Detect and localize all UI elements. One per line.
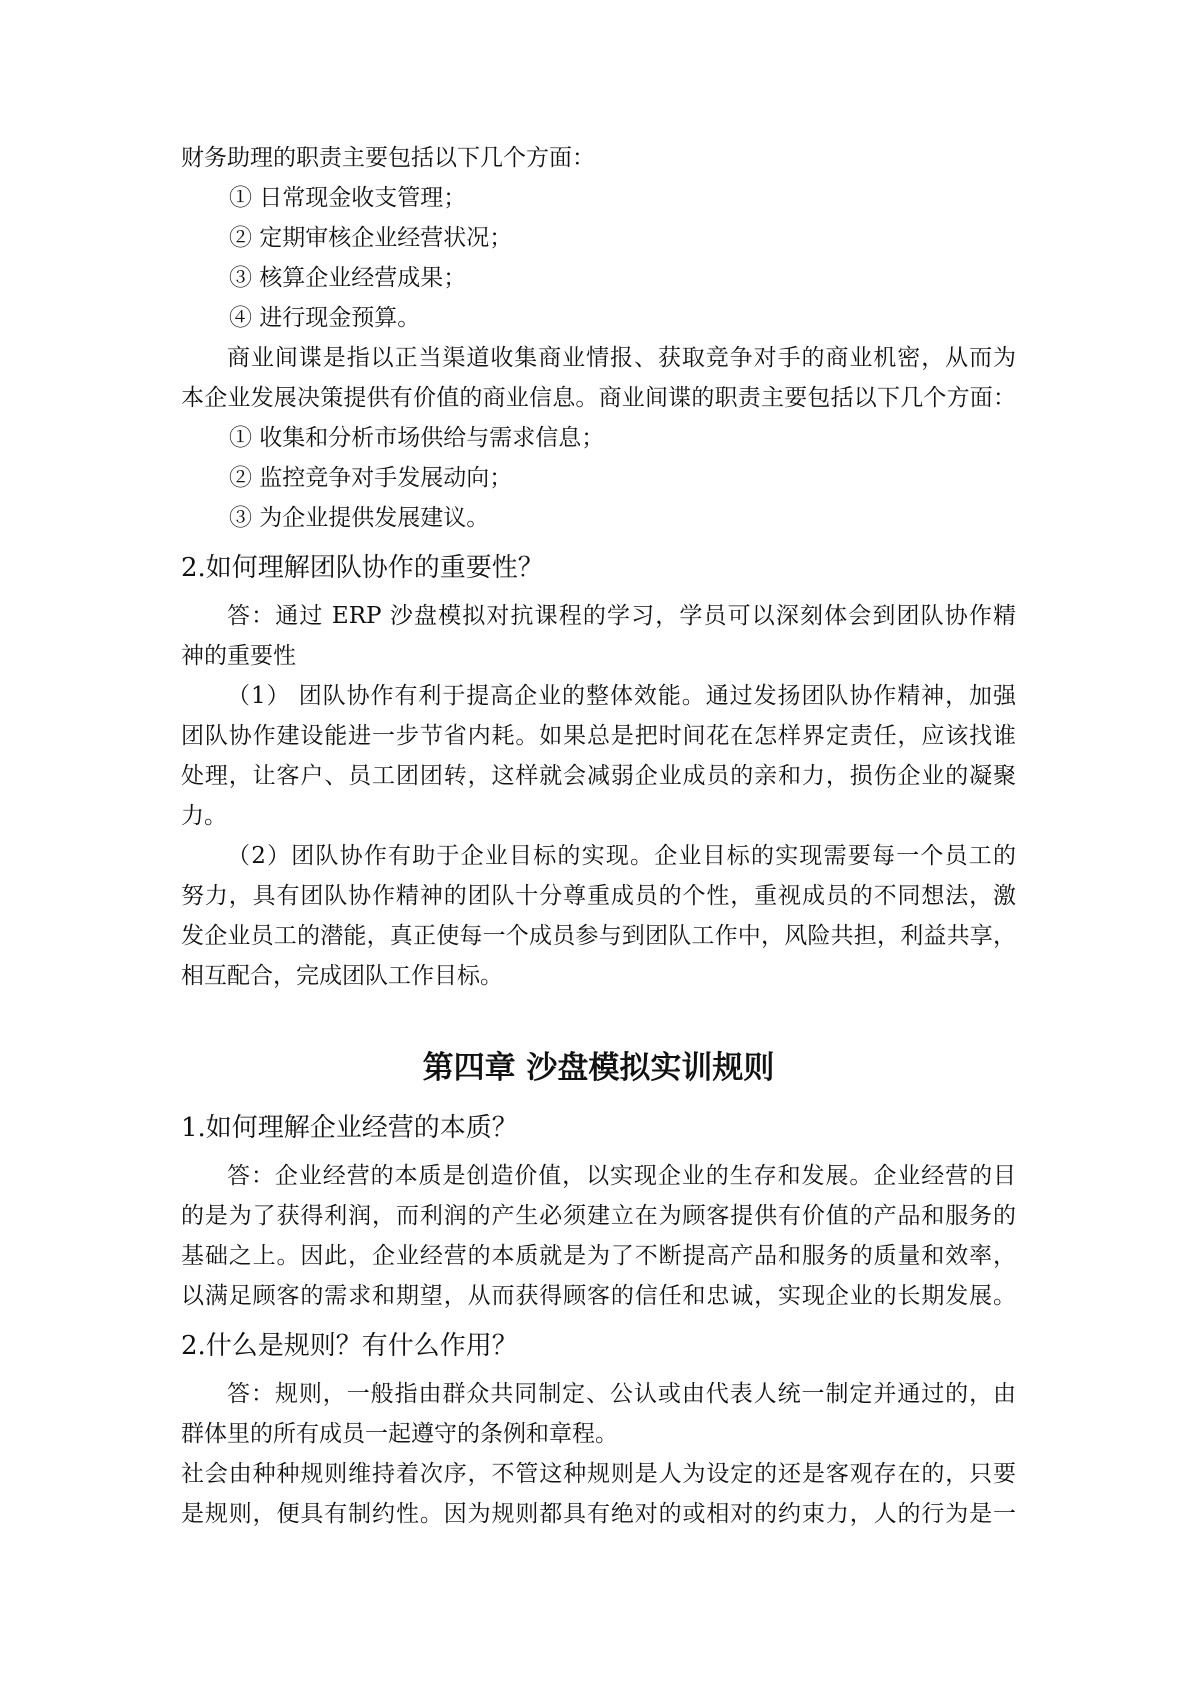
point-2-line: （2）团队协作有助于企业目标的实现。企业目标的实现需要每一个员工的 bbox=[227, 843, 1016, 869]
chapter-title: 第四章 沙盘模拟实训规则 bbox=[422, 1050, 775, 1086]
answer-line: 答：企业经营的本质是创造价值，以实现企业的生存和发展。企业经营的目 bbox=[227, 1163, 1016, 1189]
answer-line: 是规则，便具有制约性。因为规则都具有绝对的或相对的约束力，人的行为是一 bbox=[181, 1501, 1016, 1527]
answer-line: 群体里的所有成员一起遵守的条例和章程。 bbox=[181, 1421, 618, 1447]
answer-line: 的是为了获得利润，而利润的产生必须建立在为顾客提供有价值的产品和服务的 bbox=[181, 1203, 1016, 1229]
answer-line: 神的重要性 bbox=[181, 643, 296, 669]
finance-item-3: ③ 核算企业经营成果； bbox=[229, 265, 467, 291]
answer-line: 答：规则，一般指由群众共同制定、公认或由代表人统一制定并通过的，由 bbox=[227, 1381, 1016, 1407]
spy-item-1: ① 收集和分析市场供给与需求信息； bbox=[229, 425, 605, 451]
finance-item-1: ① 日常现金收支管理； bbox=[229, 185, 467, 211]
point-2-line: 发企业员工的潜能，真正使每一个成员参与到团队工作中，风险共担，利益共享， bbox=[181, 923, 1016, 949]
question-heading: 2.什么是规则？有什么作用？ bbox=[181, 1331, 518, 1361]
spy-item-2: ② 监控竞争对手发展动向； bbox=[229, 465, 513, 491]
point-1-line: （1） 团队协作有利于提高企业的整体效能。通过发扬团队协作精神，加强 bbox=[227, 683, 1016, 709]
question-heading: 2.如何理解团队协作的重要性？ bbox=[181, 553, 544, 583]
finance-intro: 财务助理的职责主要包括以下几个方面： bbox=[181, 145, 595, 171]
spy-paragraph-line-2: 本企业发展决策提供有价值的商业信息。商业间谍的职责主要包括以下几个方面： bbox=[181, 385, 1016, 411]
answer-line: 以满足顾客的需求和期望，从而获得顾客的信任和忠诚，实现企业的长期发展。 bbox=[181, 1283, 1016, 1309]
spy-paragraph-line-1: 商业间谍是指以正当渠道收集商业情报、获取竞争对手的商业机密，从而为 bbox=[227, 345, 1016, 371]
point-2-line: 相互配合，完成团队工作目标。 bbox=[181, 963, 503, 989]
finance-item-2: ② 定期审核企业经营状况； bbox=[229, 225, 513, 251]
point-1-line: 力。 bbox=[181, 803, 227, 829]
document-page bbox=[181, 138, 1016, 1534]
spy-item-3: ③ 为企业提供发展建议。 bbox=[229, 505, 490, 531]
answer-line: 基础之上。因此，企业经营的本质就是为了不断提高产品和服务的质量和效率， bbox=[181, 1243, 1016, 1269]
point-1-line: 团队协作建设能进一步节省内耗。如果总是把时间花在怎样界定责任，应该找谁 bbox=[181, 723, 1016, 749]
point-2-line: 努力，具有团队协作精神的团队十分尊重成员的个性，重视成员的不同想法，激 bbox=[181, 883, 1016, 909]
finance-item-4: ④ 进行现金预算。 bbox=[229, 305, 421, 331]
answer-line: 答：通过 ERP 沙盘模拟对抗课程的学习，学员可以深刻体会到团队协作精 bbox=[227, 603, 1016, 629]
point-1-line: 处理，让客户、员工团团转，这样就会减弱企业成员的亲和力，损伤企业的凝聚 bbox=[181, 763, 1016, 789]
answer-line: 社会由种种规则维持着次序，不管这种规则是人为设定的还是客观存在的，只要 bbox=[181, 1461, 1016, 1487]
question-heading: 1.如何理解企业经营的本质？ bbox=[181, 1113, 518, 1143]
